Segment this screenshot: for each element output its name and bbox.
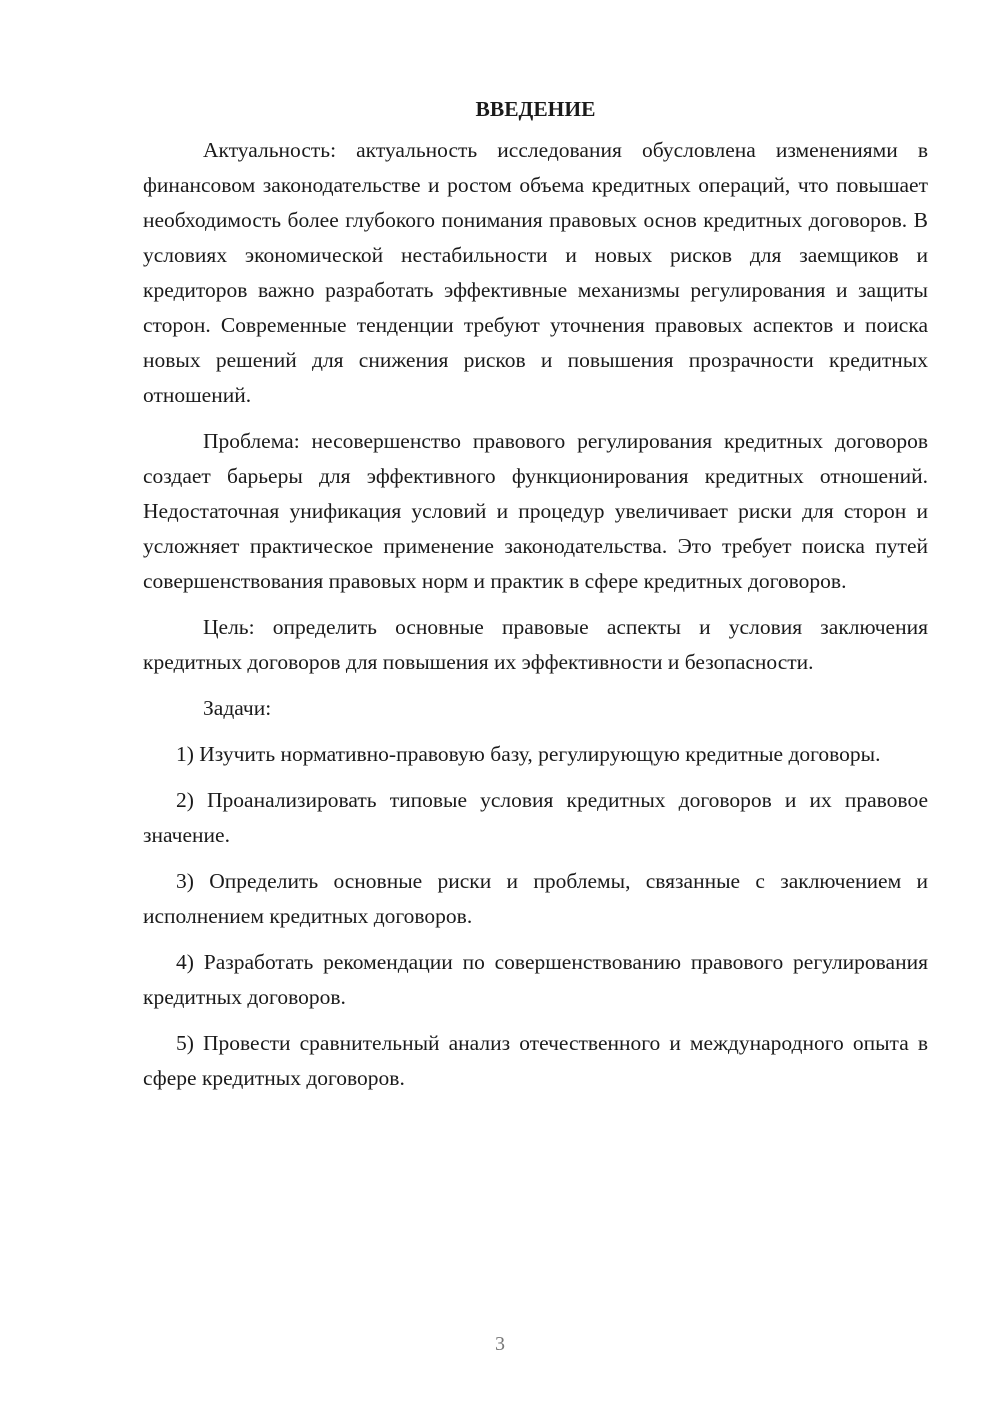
page-content bbox=[143, 92, 928, 1107]
section-title: ВВЕДЕНИЕ bbox=[475, 97, 596, 121]
task-item-2: 2) Проанализировать типовые условия кредитных договоров и их правовое значение. bbox=[143, 788, 928, 847]
tasks-heading: Задачи: bbox=[203, 696, 272, 720]
task-item-3: 3) Определить основные риски и проблемы, связанные с заключением и исполнением кредитных договоров. bbox=[143, 869, 928, 928]
task-item-5: 5) Провести сравнительный анализ отечественного и международного опыта в сфере кредитных договоров. bbox=[143, 1031, 928, 1090]
relevance-paragraph: Актуальность: актуальность исследования обусловлена изменениями в финансовом законодательстве и ростом объема кредитных операций, что повышает необходимость более глубокого понимания правовых основ кредитных договоров. В условиях экономической нестабильности и новых рисков для заемщиков и кредиторов важно разработать эффективные механизмы регулирования и защиты сторон. Современные тенденции требуют уточнения правовых аспектов и поиска новых решений для снижения рисков и повышения прозрачности кредитных отношений. bbox=[143, 138, 928, 407]
task-item-4: 4) Разработать рекомендации по совершенствованию правового регулирования кредитных договоров. bbox=[143, 950, 928, 1009]
problem-paragraph: Проблема: несовершенство правового регулирования кредитных договоров создает барьеры для эффективного функционирования кредитных отношений. Недостаточная унификация условий и процедур увеличивает риски для сторон и усложняет практическое применение законодательства. Это требует поиска путей совершенствования правовых норм и практик в сфере кредитных договоров. bbox=[143, 429, 928, 593]
task-item-1: 1) Изучить нормативно-правовую базу, регулирующую кредитные договоры. bbox=[176, 742, 881, 766]
goal-paragraph: Цель: определить основные правовые аспекты и условия заключения кредитных договоров для повышения их эффективности и безопасности. bbox=[143, 615, 928, 674]
page-number: 3 bbox=[495, 1333, 505, 1355]
